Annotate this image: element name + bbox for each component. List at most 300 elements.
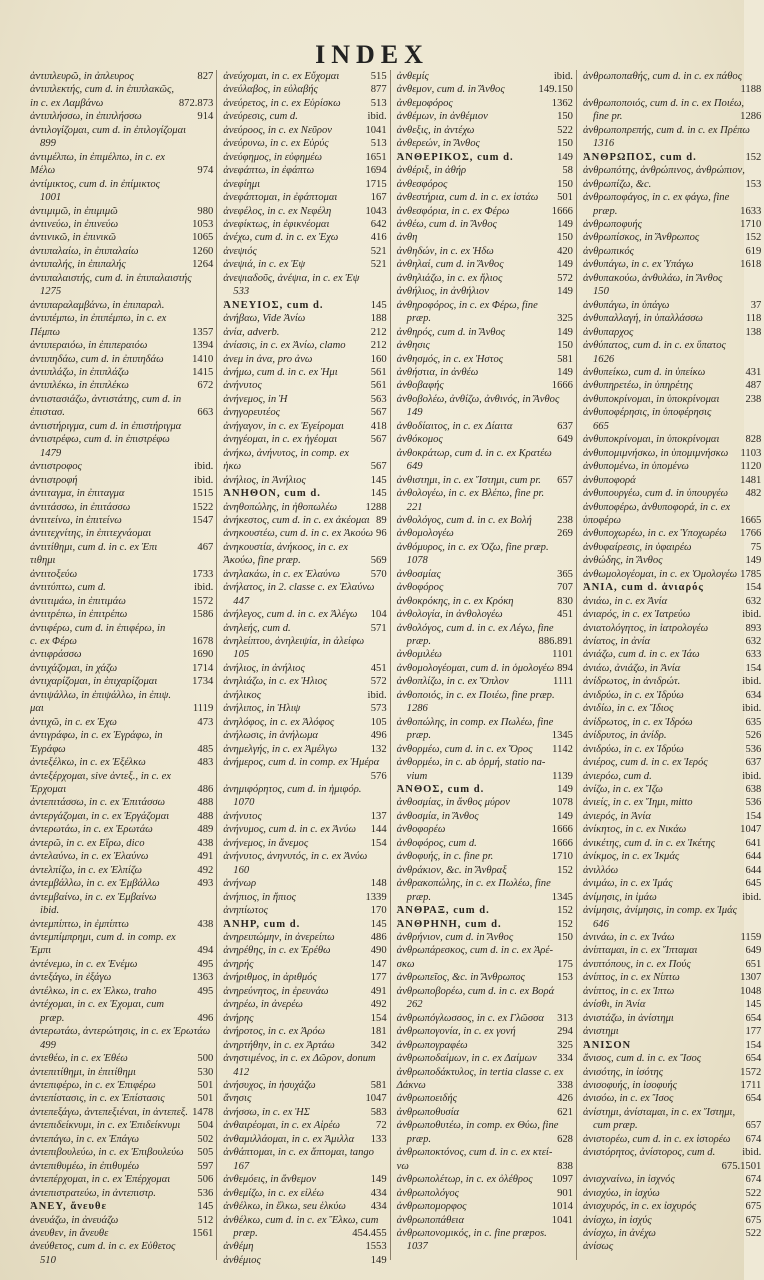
entry-term: ἀνίμησις, ἀνίμησις, in comp. ex Ἱμάς [582, 905, 737, 917]
entry-page-number [758, 164, 761, 177]
entry-page-number: 1345 [551, 891, 573, 903]
entry-term: ἀνθρωποδάκτυλος, in tertia classe c. ex [396, 1066, 564, 1078]
index-entry [30, 1254, 213, 1267]
entry-term: ἀνίδρωτος, in c. ex Ἱδρόω [582, 716, 693, 728]
entry-page-number: 654 [745, 1053, 762, 1065]
entry-page-number: 501 [197, 1079, 214, 1091]
index-entry [397, 756, 573, 769]
entry-term: ἀνεψιός [223, 245, 257, 257]
entry-page-number: 150 [557, 178, 573, 190]
index-entry [30, 205, 213, 218]
entry-page-number [570, 998, 573, 1011]
entry-page-number: 1666 [551, 837, 573, 849]
entry-term: ἀνίσχω, in ἀνέχω [582, 1227, 656, 1239]
entry-term: ἀνθερεών, in Ἄνθος [396, 138, 480, 150]
entry-page-number [210, 1025, 213, 1038]
entry-page-number: 637 [745, 757, 762, 769]
index-entry [223, 675, 386, 688]
entry-term: ἀνίκητος, in c. ex Νικάω [582, 824, 687, 836]
index-entry [30, 110, 213, 123]
entry-term: ἡκω [223, 461, 242, 473]
index-entry [397, 191, 573, 204]
entry-page-number: 619 [745, 245, 762, 257]
entry-term: ἀντιστήριγμα, cum d. in ἐπιστήριγμα [30, 420, 182, 432]
entry-term: ἀνήκεστος, cum d. in c. ex ἀκέομαι [223, 514, 370, 526]
entry-term: 1070 [233, 797, 255, 809]
entry-page-number: 58 [562, 165, 573, 177]
entry-term: ἀνηπίωτος [223, 905, 268, 917]
entry-page-number [210, 1240, 213, 1253]
entry-term: ἀνήλιος, in ἀνήλιος [223, 662, 305, 674]
index-entry [397, 931, 573, 944]
index-entry [30, 1012, 213, 1025]
entry-term: ἀνθρωπολέτωρ, in c. ex ὀλέθρος [396, 1174, 533, 1186]
index-entry [583, 487, 761, 500]
index-entry [30, 164, 213, 177]
index-entry [397, 904, 573, 917]
entry-term: ἀνεφάπτω, in ἐφάπτω [223, 165, 315, 177]
index-entry [30, 635, 213, 648]
entry-page-number: 654 [745, 1093, 762, 1105]
entry-page-number: 1014 [551, 1201, 573, 1213]
entry-page-number [384, 648, 387, 661]
index-entry [583, 877, 761, 890]
index-entry [30, 1146, 213, 1159]
index-entry [397, 1133, 573, 1146]
entry-term: ἀνθρωπίσκος, in Ἄνθρωπος [582, 232, 700, 244]
entry-term: ἀνθέριξ, in ἀθήρ [396, 165, 467, 177]
entry-term: ἀνθρωποφάγος, in c. ex φάγω, fine [582, 192, 730, 204]
entry-term: ἀνεφέλος, in c. ex Νεφέλη [223, 205, 332, 217]
index-entry [583, 971, 761, 984]
entry-term: 150 [592, 286, 609, 298]
entry-term: ἀνθεμόεις, in ἄνθεμον [223, 1174, 317, 1186]
index-entry [583, 218, 761, 231]
index-entry [583, 837, 761, 850]
entry-page-number [210, 285, 213, 298]
entry-term: ἀνθεμον, cum d. in Ἄνθος [396, 84, 505, 96]
entry-term: ἀνημιφόρητος, cum d. in ἡμιφόρ. [223, 784, 362, 796]
entry-page-number [384, 595, 387, 608]
entry-term: ἀνηλείπτου, ἀνηλειψία, in ἀλείφω [223, 636, 365, 648]
entry-page-number: 133 [370, 1133, 387, 1145]
entry-term: ἀνθυπείκω, cum d. in ὑπείκω [582, 366, 706, 378]
index-entry [583, 110, 761, 123]
entry-page-number: 536 [745, 797, 762, 809]
entry-page-number: 500 [197, 1053, 214, 1065]
entry-term: ἄνισος, cum d. in c. ex Ἴσος [582, 1053, 702, 1065]
entry-term: ἀνιαρός, in c. ex Ἰατρεύω [582, 609, 691, 621]
entry-page-number: 150 [557, 111, 573, 123]
entry-page-number: 901 [557, 1187, 573, 1199]
index-entry [583, 1092, 761, 1105]
entry-page-number: 1690 [192, 649, 214, 661]
entry-page-number [210, 554, 213, 567]
entry-page-number: 522 [745, 1187, 762, 1199]
entry-term: ἀνηρειπώμην, in ἀνερείπω [223, 932, 335, 943]
entry-term: ἀνιδρύω, in c. ex Ἱδρύω [582, 743, 684, 755]
entry-page-number: 150 [557, 138, 573, 150]
entry-term: ὑποφέρω [582, 514, 622, 526]
entry-term: præp. [406, 891, 432, 903]
entry-page-number: 830 [557, 595, 573, 607]
index-entry [30, 1227, 213, 1240]
index-entry [223, 124, 386, 137]
entry-term: ἀνήνωρ [223, 878, 257, 890]
entry-term: ἀντιστροφή [30, 474, 78, 486]
entry-term: ἀνία, adverb. [223, 326, 280, 338]
entry-term: 665 [592, 420, 609, 432]
entry-term: ἀνιστορέω, cum d. in c. ex ἱστορέω [582, 1133, 731, 1145]
entry-term: ἀντιφράσσω [30, 649, 82, 661]
index-entry [397, 1240, 573, 1253]
entry-page-number: 488 [197, 797, 214, 809]
entry-term: ἀνθρωποθυσία [396, 1106, 460, 1118]
entry-term: ἀνεψιά, in c. ex Ἐψ [223, 259, 306, 271]
entry-page-number: 1159 [740, 932, 762, 943]
entry-term: ἀνθρωπικός [582, 245, 634, 257]
index-entry [397, 312, 573, 325]
entry-term: ἀνθυπάγω, in ὑπάγω [582, 299, 670, 311]
entry-page-number: 522 [557, 124, 573, 136]
index-entry [583, 1160, 761, 1173]
entry-page-number: 1694 [365, 165, 387, 177]
index-entry [583, 648, 761, 661]
entry-page-number: 502 [197, 1133, 214, 1145]
entry-term: ἀνθέω, cum d. in Ἄνθος [396, 218, 497, 230]
entry-term: ἀνθηρός, cum d. in Ἄνθος [396, 326, 506, 338]
entry-page-number: 1415 [192, 366, 214, 378]
index-entry [583, 904, 761, 917]
index-entry [30, 864, 213, 877]
entry-term: ἀνιλλόω [582, 864, 619, 876]
index-entry [583, 1025, 761, 1038]
entry-page-number: 649 [745, 945, 762, 957]
entry-page-number: 1078 [551, 797, 573, 809]
entry-page-number: 75 [750, 541, 762, 553]
entry-term: ἀνικέτης, cum d. in c. ex Ἱκέτης [582, 837, 716, 849]
index-entry [30, 1052, 213, 1065]
index-entry [223, 326, 386, 339]
entry-term: ἀνιστημι [582, 1026, 619, 1038]
entry-term: ἀνιείς, in c. ex Ἵημι, mitto [582, 797, 693, 809]
index-entry [223, 433, 386, 446]
index-entry [223, 406, 386, 419]
index-entry [30, 151, 213, 164]
index-entry [583, 447, 761, 460]
index-entry [583, 622, 761, 635]
index-entry [223, 635, 386, 648]
entry-page-number [570, 501, 573, 514]
entry-page-number [384, 635, 387, 648]
entry-term: ἀνθηλιάζω, in c. ex ἥλιος [396, 272, 503, 284]
entry-page-number: 569 [370, 555, 387, 567]
entry-page-number [758, 97, 761, 110]
entry-term: ἀνθρωποπρεπής, cum d. in c. ex Πρέπω [582, 124, 750, 136]
index-entry [30, 487, 213, 500]
index-entry [583, 70, 761, 83]
entry-page-number [210, 124, 213, 137]
index-entry [30, 675, 213, 688]
index-entry [223, 689, 386, 702]
entry-term: ἀνθολόγος, cum d. in c. ex Βολή [396, 514, 532, 526]
entry-term: ἀνεμ in ἀνα, pro ἀνω [223, 353, 313, 365]
index-entry [583, 770, 761, 783]
index-entry [30, 406, 213, 419]
index-entry [223, 1200, 386, 1213]
entry-page-number: 672 [197, 380, 214, 392]
index-entry [30, 1092, 213, 1105]
entry-term: ἀνιάζω, cum d. in c. ex Ἰάω [582, 649, 700, 661]
entry-term: ἀνθεσφόρος [396, 178, 448, 190]
index-entry [30, 299, 213, 312]
entry-page-number: 872.873 [178, 97, 214, 109]
entry-page-number [570, 1119, 573, 1132]
index-entry [30, 1187, 213, 1200]
index-entry [397, 339, 573, 352]
entry-term: ἀνεψιαδοῦς, ἀνέψια, in c. ex Ἐψ [223, 272, 360, 284]
entry-page-number: 431 [745, 366, 762, 378]
index-entry [223, 460, 386, 473]
entry-term: ἀντεπεξάγω, ἀντεπεξιέναι, in ἀντεπεξ. [30, 1106, 188, 1118]
entry-page-number: 637 [557, 420, 573, 432]
index-entry [397, 124, 573, 137]
entry-page-number: 530 [197, 1066, 214, 1078]
index-entry [583, 1079, 761, 1092]
entry-term: ἀνήνυτος [223, 810, 262, 822]
entry-term: ἀντιχάζομαι, in χάζω [30, 662, 118, 674]
entry-term: ἀνηλόφος, in c. ex Ἀλόφος [223, 716, 335, 728]
entry-term: ἀνημελγής, in c. ex Ἀμέλγω [223, 743, 338, 755]
entry-page-number [210, 299, 213, 312]
entry-term: ἈΝΙΣΟΝ [582, 1039, 632, 1051]
entry-page-number [384, 447, 387, 460]
index-entry [223, 595, 386, 608]
index-entry [30, 918, 213, 931]
entry-page-number: 663 [197, 407, 214, 419]
entry-term: c. ex Φέρω [30, 636, 77, 648]
index-entry [397, 1187, 573, 1200]
entry-term: ἀνθρωπομορφος [396, 1201, 467, 1213]
entry-page-number: 451 [557, 609, 573, 621]
index-entry [397, 864, 573, 877]
index-entry [583, 1039, 761, 1052]
entry-term: ἀνθολογέω, in c. ex Βλέπω, fine pr. [396, 488, 545, 500]
index-entry [583, 689, 761, 702]
index-entry [30, 272, 213, 285]
entry-page-number: 522 [745, 1227, 762, 1239]
entry-page-number: 1651 [365, 151, 387, 163]
index-entry [583, 918, 761, 931]
entry-page-number: 175 [557, 958, 573, 970]
index-entry [397, 379, 573, 392]
entry-term: ἀνήρης [223, 1012, 254, 1024]
entry-page-number: 325 [557, 1039, 573, 1051]
entry-term: ἀνήλεγος, cum d. in c. ex Ἀλέγω [223, 609, 358, 621]
entry-page-number: 238 [745, 393, 762, 405]
entry-term: ἀντιπλεκτής, cum d. in ἐπιπλακῶς, [30, 84, 174, 96]
entry-term: ἀνηρέω, in ἀνερέω [223, 999, 303, 1011]
entry-term: ἀνθέλκω, in ἕλκω, seu ἑλκύω [223, 1201, 346, 1213]
index-entry [223, 527, 386, 540]
index-entry [30, 218, 213, 231]
entry-term: ἀνθοφόρος, cum d. [396, 837, 477, 849]
index-entry [583, 151, 761, 164]
entry-term: ἀνθοσμίας [396, 568, 441, 580]
index-entry [30, 366, 213, 379]
index-entry [30, 1025, 213, 1038]
entry-page-number [758, 501, 761, 514]
entry-term: ἀντεργάζομαι, in c. ex Ἐργάζομαι [30, 810, 170, 822]
entry-page-number: 1345 [551, 730, 573, 742]
index-entry [30, 1200, 213, 1213]
entry-page-number: 513 [370, 97, 387, 109]
entry-page-number: 1586 [192, 609, 214, 621]
index-entry [30, 796, 213, 809]
index-entry [583, 379, 761, 392]
entry-term: ἀνήνυτος [223, 380, 262, 392]
entry-page-number [758, 191, 761, 204]
index-entry [30, 83, 213, 96]
entry-page-number: 154 [745, 582, 762, 594]
entry-term: ἀνίζω, in c. ex Ἵζω [582, 784, 663, 796]
entry-term: ἀνθύπατος, cum d. in c. ex ὕπατος [582, 340, 726, 352]
entry-term: ἀνθρωπογραφέω [396, 1039, 468, 1051]
entry-term: ἀνευθεν, in ἄνευθε [30, 1227, 109, 1239]
entry-page-number: 572 [557, 272, 573, 284]
index-entry [30, 1119, 213, 1132]
entry-term: ἀνεύφημος, in εὐφημέω [223, 151, 322, 163]
entry-term: ἀντιπαλής, in ἐπιπαλής [30, 259, 126, 271]
entry-page-number: 492 [370, 999, 387, 1011]
index-entry [30, 998, 213, 1011]
index-entry [583, 326, 761, 339]
entry-page-number: 644 [745, 864, 762, 876]
index-entry [397, 743, 573, 756]
index-entry [583, 406, 761, 419]
entry-page-number: 1666 [551, 824, 573, 836]
entry-page-number: 89 [376, 514, 387, 526]
index-entry [223, 514, 386, 527]
entry-page-number [384, 1214, 387, 1227]
index-entry [583, 97, 761, 110]
entry-term: ἀντιτείνω, in ἐπιτείνω [30, 514, 122, 526]
entry-term: ἀνθορμέω, in c. ab ὁρμή, statio na- [396, 757, 546, 769]
entry-page-number: 914 [197, 111, 214, 123]
entry-term: ἀνίσως [582, 1241, 614, 1253]
entry-page-number: 1286 [740, 111, 762, 123]
entry-term: ἀνέχω, cum d. in c. ex Ἐχω [223, 232, 339, 244]
entry-page-number: 148 [370, 878, 387, 890]
entry-page-number: 434 [370, 1187, 387, 1199]
entry-term: ἀντερωτάω, ἀντερώτησις, in c. ex Ἐρωτάω [30, 1026, 211, 1038]
entry-page-number: 567 [370, 407, 387, 419]
entry-term: ἀντιστρέφω, cum d. in ἐπιστρέφω [30, 434, 170, 446]
entry-term: ἀνηλακάω, in c. ex Ἐλαύνω [223, 568, 341, 580]
entry-term: ἀνεύρεσις, cum d. [223, 111, 298, 123]
entry-page-number [758, 137, 761, 150]
entry-term: ἀνίσθι, in Ἀνία [582, 999, 646, 1011]
entry-page-number: 149 [557, 784, 573, 796]
index-entry [223, 393, 386, 406]
entry-page-number: 492 [197, 864, 214, 876]
entry-term: fine pr. [592, 111, 623, 123]
entry-term: ἀνιστάζω, in ἀνίστημι [582, 1012, 674, 1024]
entry-term: ἀνιερόω, cum d. [582, 770, 652, 782]
entry-term: ἀνθομιλέω [396, 649, 442, 661]
entry-page-number: 167 [370, 192, 387, 204]
entry-page-number [570, 1146, 573, 1159]
index-entry [583, 702, 761, 715]
entry-page-number: ibid. [194, 461, 214, 473]
index-entry [223, 272, 386, 285]
entry-page-number: 570 [370, 568, 387, 580]
entry-page-number: 145 [370, 474, 387, 486]
index-entry [30, 810, 213, 823]
entry-page-number [210, 689, 213, 702]
index-entry [397, 164, 573, 177]
index-entry [30, 850, 213, 863]
index-entry [397, 487, 573, 500]
entry-page-number [210, 312, 213, 325]
index-entry [583, 756, 761, 769]
entry-term: ἀντεμπίπτω, in ἐμπίπτω [30, 918, 129, 930]
index-entry [397, 918, 573, 931]
entry-page-number: 496 [370, 730, 387, 742]
index-entry [583, 231, 761, 244]
entry-page-number: 504 [197, 1120, 214, 1132]
index-entry [583, 944, 761, 957]
index-entry [397, 810, 573, 823]
entry-page-number [758, 406, 761, 419]
entry-page-number: 152 [745, 151, 762, 163]
entry-page-number: 1766 [740, 528, 762, 540]
index-entry [583, 1240, 761, 1253]
index-entry [223, 218, 386, 231]
entry-page-number [210, 420, 213, 433]
entry-page-number: 1139 [552, 770, 573, 782]
entry-page-number: 1188 [740, 84, 762, 96]
index-entry [30, 245, 213, 258]
index-entry [30, 1214, 213, 1227]
entry-page-number: 153 [745, 178, 762, 190]
entry-page-number: 561 [370, 380, 387, 392]
index-entry [30, 1039, 213, 1052]
entry-term: Ἀκούω, fine præp. [223, 555, 301, 567]
index-entry [30, 1240, 213, 1253]
entry-term: ἀνεύλαβος, in εὐλαβής [223, 84, 318, 96]
index-entry [583, 299, 761, 312]
entry-page-number: 152 [557, 864, 573, 876]
entry-page-number: 145 [370, 299, 387, 311]
entry-page-number [210, 272, 213, 285]
entry-term: ἀνηγορευτέος [223, 407, 280, 419]
entry-page-number: ibid. [742, 891, 762, 903]
entry-term: ἀντιτρέπω, in ἐπιτρέπω [30, 609, 128, 621]
entry-page-number [210, 191, 213, 204]
entry-term: ἀνίσχω, in ἰσχύς [582, 1214, 652, 1226]
index-entry [30, 231, 213, 244]
index-entry [583, 1187, 761, 1200]
index-entry [397, 393, 573, 406]
index-entry [397, 850, 573, 863]
entry-term: ἀνθώδης, in Ἄνθος [582, 555, 663, 567]
entry-term: ἀνθέμη [223, 1241, 254, 1253]
index-entry [223, 850, 386, 863]
index-entry [30, 904, 213, 917]
index-entry [223, 339, 386, 352]
index-entry [583, 272, 761, 285]
